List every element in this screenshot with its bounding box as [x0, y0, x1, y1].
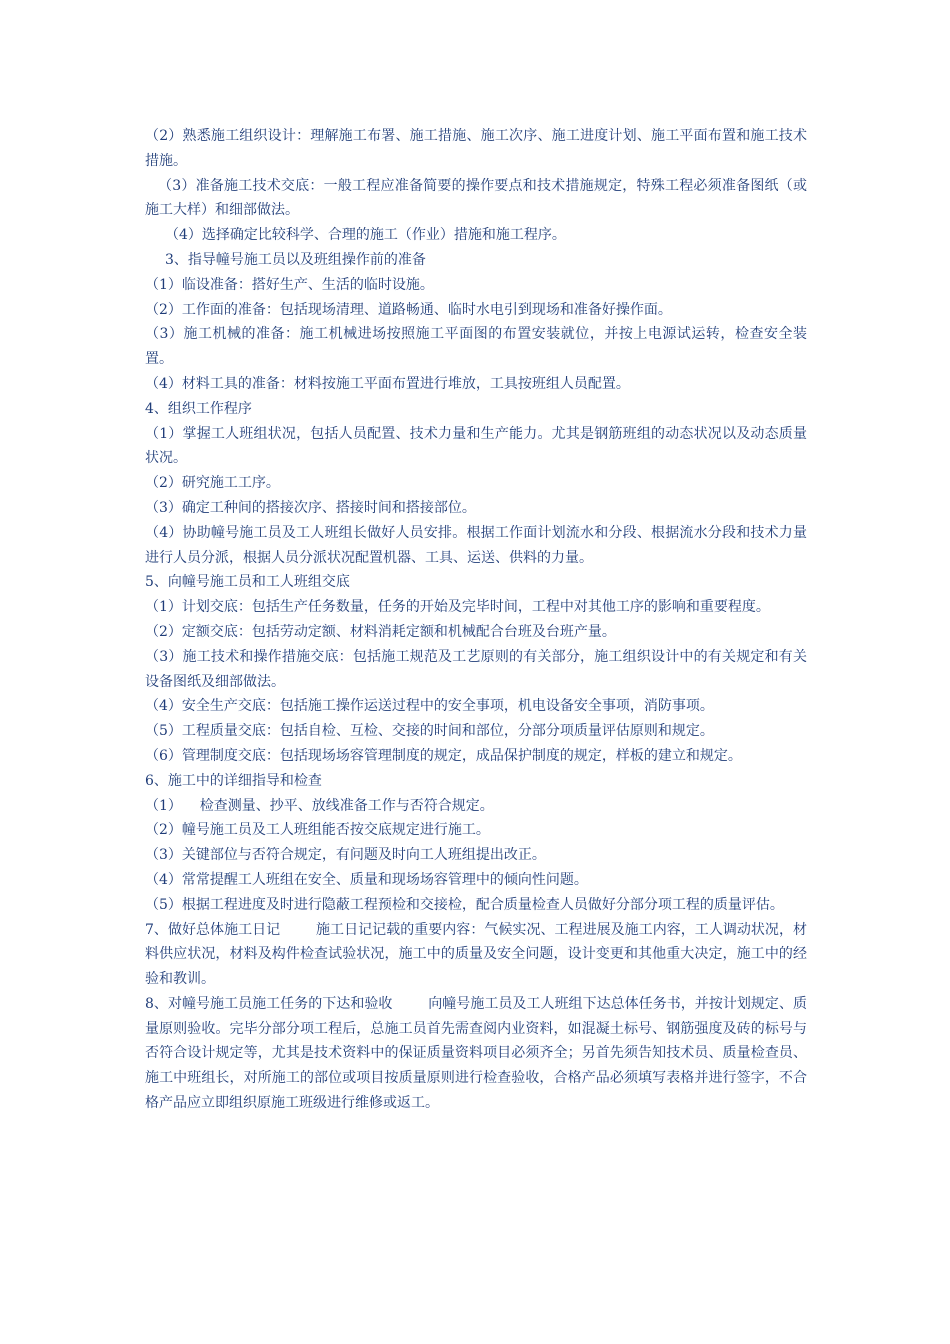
- section-paragraph: 8、对幢号施工员施工任务的下达和验收 向幢号施工员及工人班组下达总体任务书，并按计划规定、质量原则验收。完毕分部分项工程后，总施工员首先需查阅内业资料，如混凝土标号、钢筋强度及砖的标号与否符合设计规定等，尤其是技术资料中的保证质量资料项目必须齐全；另首先须告知技术员、质量检查员、施工中班组长，对所施工的部位或项目按质量原则进行检查验收，合格产品必须填写表格并进行签字，不合格产品应立即组织原施工班级进行维修或返工。: [145, 995, 807, 1112]
- section-heading: 5、向幢号施工员和工人班组交底: [145, 574, 350, 591]
- section-heading: 3、指导幢号施工员以及班组操作前的准备: [165, 251, 426, 268]
- paragraph: （5）工程质量交底：包括自检、互检、交接的时间和部位，分部分项质量评估原则和规定。: [145, 723, 714, 740]
- paragraph: （4）协助幢号施工员及工人班组长做好人员安排。根据工作面计划流水和分段、根据流水分段和技术力量进行人员分派，根据人员分派状况配置机器、工具、运送、供料的力量。: [145, 524, 807, 566]
- paragraph: （2）定额交底：包括劳动定额、材料消耗定额和机械配合台班及台班产量。: [145, 623, 616, 640]
- paragraph: （3）施工技术和操作措施交底：包括施工规范及工艺原则的有关部分，施工组织设计中的有关规定和有关设备图纸及细部做法。: [145, 648, 807, 690]
- document-body: [145, 124, 807, 1116]
- paragraph: （3）确定工种间的搭接次序、搭接时间和搭接部位。: [145, 499, 476, 516]
- paragraph: （6）管理制度交底：包括现场场容管理制度的规定，成品保护制度的规定，样板的建立和规定。: [145, 747, 742, 764]
- paragraph: （2）工作面的准备：包括现场清理、道路畅通、临时水电引到现场和准备好操作面。: [145, 301, 672, 318]
- paragraph: （1）掌握工人班组状况，包括人员配置、技术力量和生产能力。尤其是钢筋班组的动态状况以及动态质量状况。: [145, 425, 807, 467]
- paragraph: （4）安全生产交底：包括施工操作运送过程中的安全事项，机电设备安全事项，消防事项。: [145, 698, 714, 715]
- paragraph: （2）研究施工工序。: [145, 475, 280, 492]
- section-paragraph: 7、做好总体施工日记 施工日记记载的重要内容：气候实况、工程进展及施工内容，工人调动状况，材料供应状况，材料及构件检查试验状况，施工中的质量及安全问题，设计变更和其他重大决定，施工中的经验和教训。: [145, 921, 807, 988]
- paragraph: （2）幢号施工员及工人班组能否按交底规定进行施工。: [145, 822, 490, 839]
- section-heading: 4、组织工作程序: [145, 400, 252, 417]
- paragraph: （3）准备施工技术交底：一般工程应准备简要的操作要点和技术措施规定，特殊工程必须准备图纸（或施工大样）和细部做法。: [145, 177, 807, 219]
- paragraph: （1）临设准备：搭好生产、生活的临时设施。: [145, 276, 434, 293]
- paragraph: （1）计划交底：包括生产任务数量，任务的开始及完毕时间，工程中对其他工序的影响和重要程度。: [145, 599, 770, 616]
- paragraph: （4）常常提醒工人班组在安全、质量和现场场容管理中的倾向性问题。: [145, 871, 588, 888]
- section-heading: 6、施工中的详细指导和检查: [145, 772, 322, 789]
- paragraph: （5）根据工程进度及时进行隐蔽工程预检和交接检，配合质量检查人员做好分部分项工程的质量评估。: [145, 896, 784, 913]
- paragraph: （4）材料工具的准备：材料按施工平面布置进行堆放，工具按班组人员配置。: [145, 375, 630, 392]
- paragraph: （2）熟悉施工组织设计：理解施工布署、施工措施、施工次序、施工进度计划、施工平面布置和施工技术措施。: [145, 128, 807, 169]
- paragraph: （3）施工机械的准备：施工机械进场按照施工平面图的布置安装就位，并按上电源试运转，检查安全装置。: [145, 326, 807, 368]
- paragraph: （4）选择确定比较科学、合理的施工（作业）措施和施工程序。: [165, 227, 566, 244]
- paragraph: （3）关键部位与否符合规定，有问题及时向工人班组提出改正。: [145, 847, 546, 864]
- paragraph: （1） 检查测量、抄平、放线准备工作与否符合规定。: [145, 797, 494, 814]
